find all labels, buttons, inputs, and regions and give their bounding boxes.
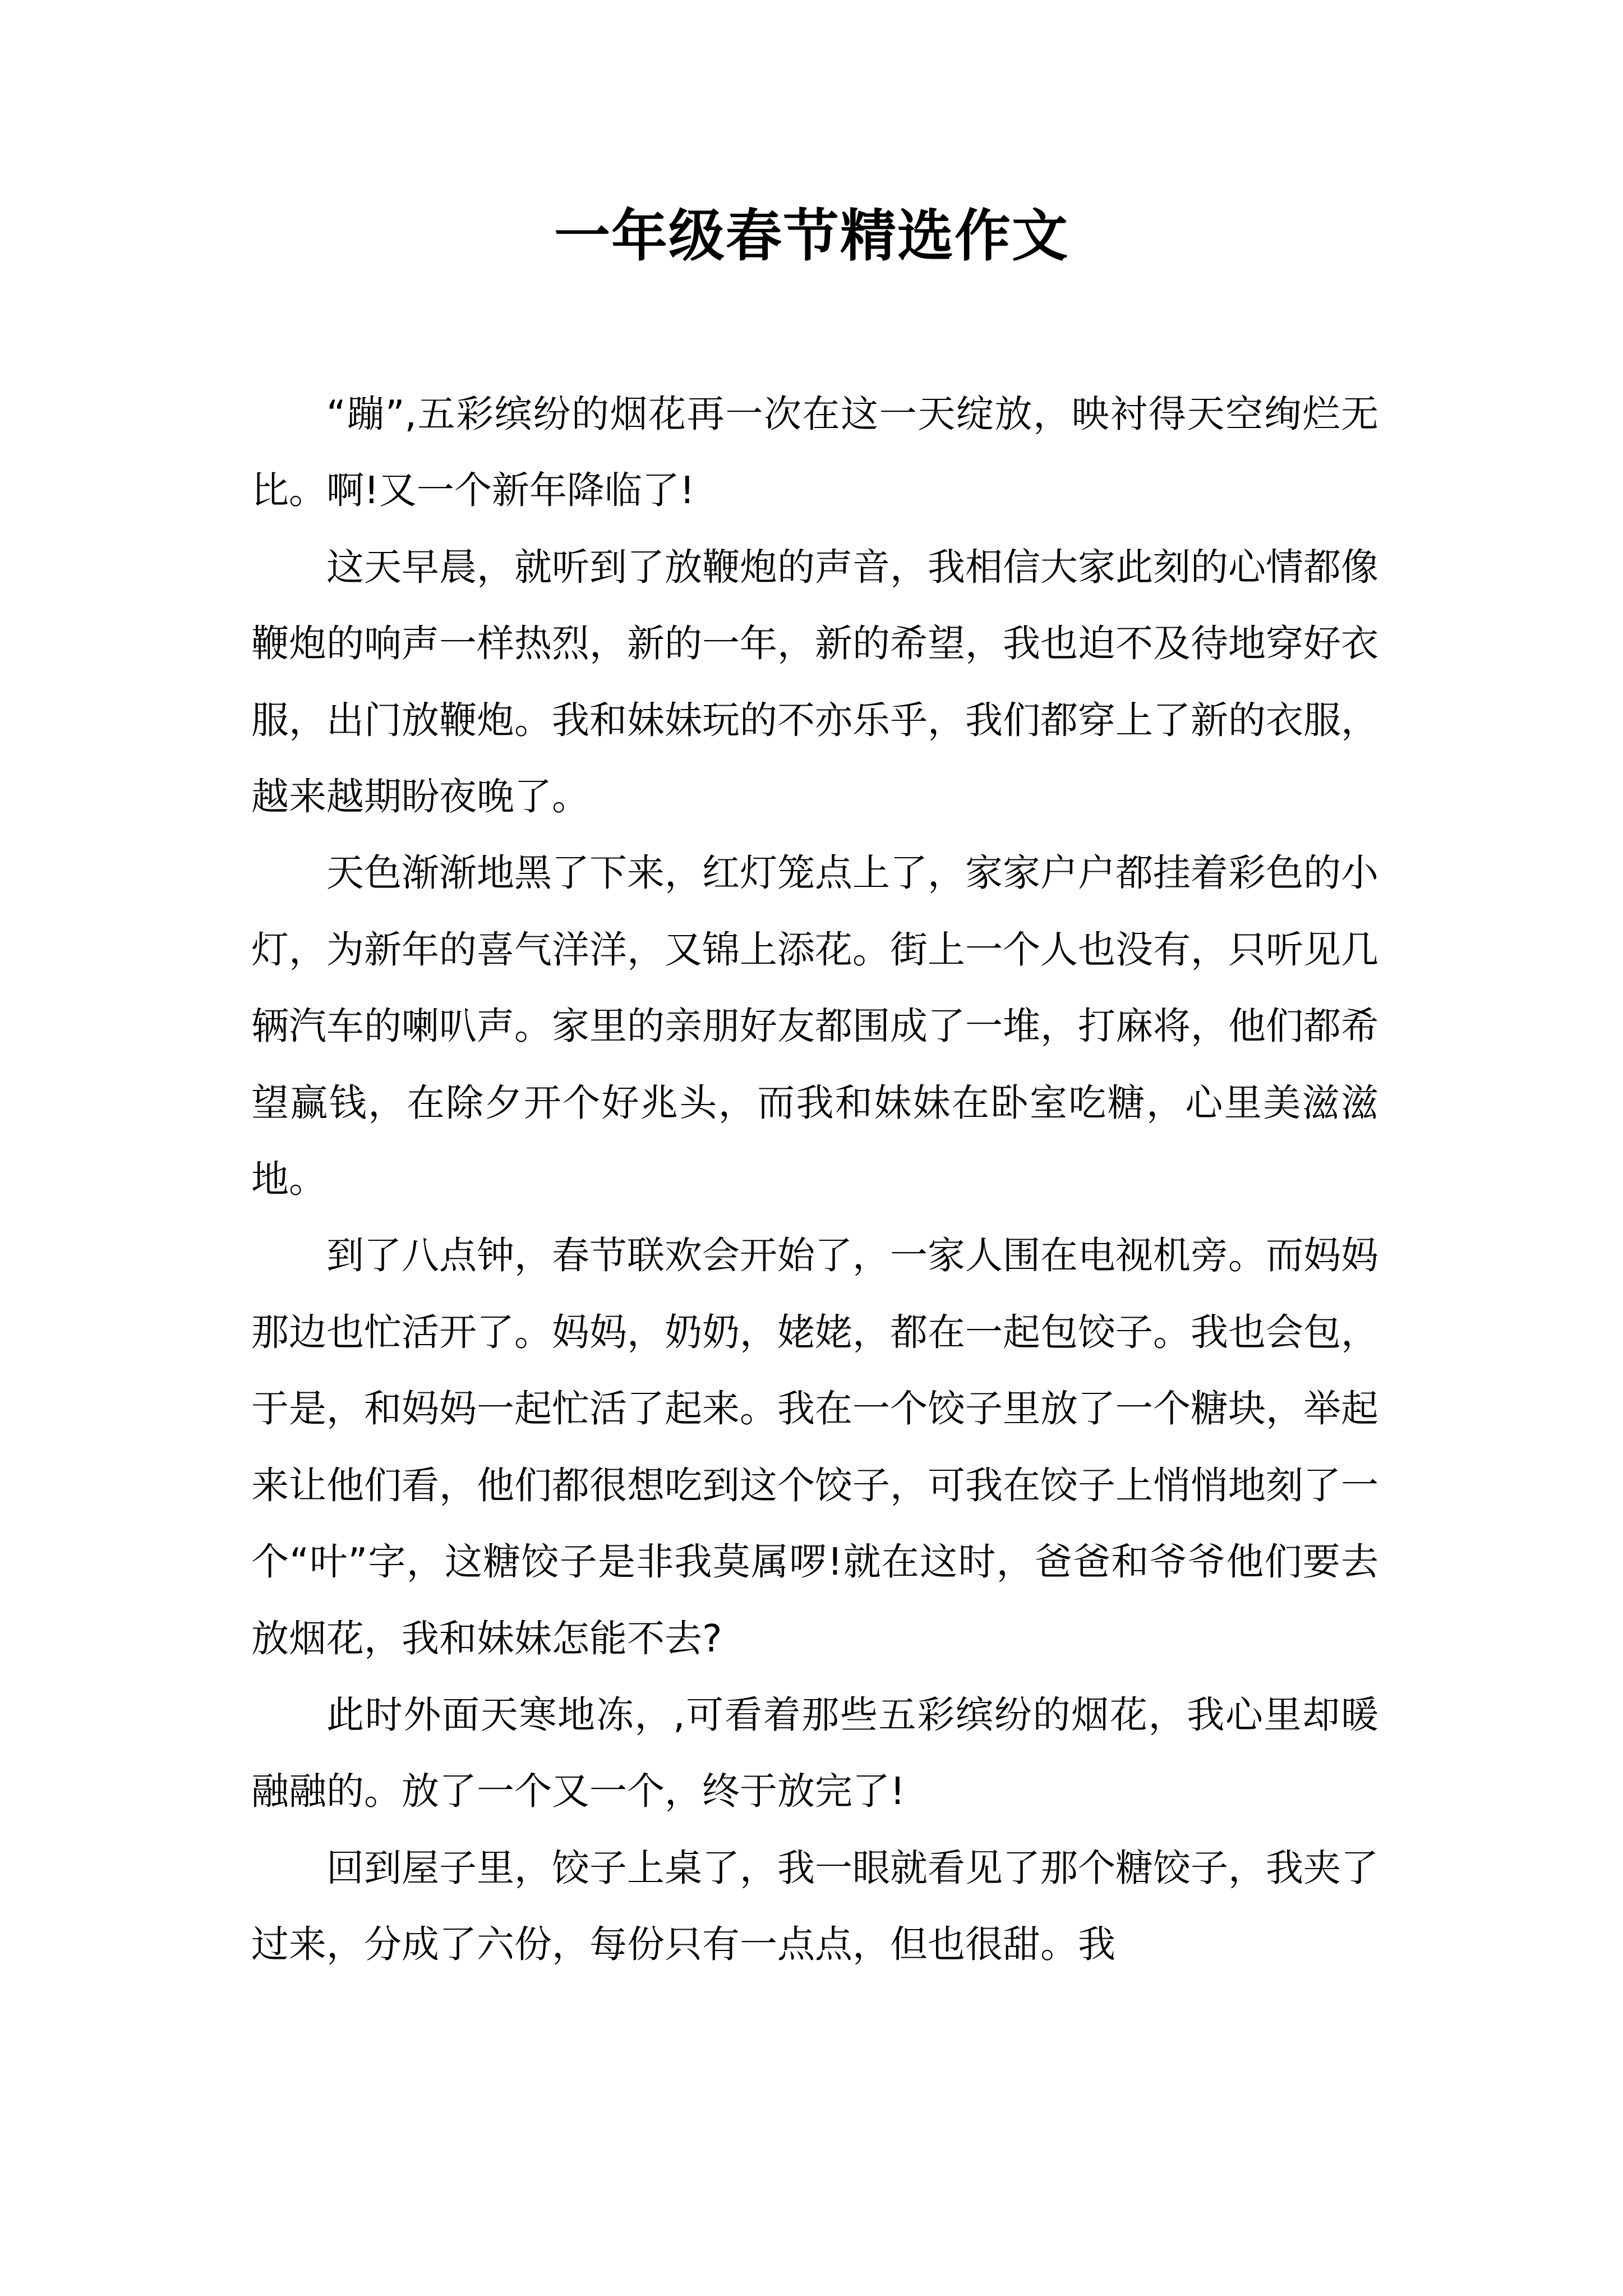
paragraph: 这天早晨，就听到了放鞭炮的声音，我相信大家此刻的心情都像鞭炮的响声一样热烈，新的一年，新的希望，我也迫不及待地穿好衣服，出门放鞭炮。我和妹妹玩的不亦乐乎，我们都穿上了新的衣服，越来越期盼夜晚了。 bbox=[251, 545, 1378, 819]
paragraph: “蹦”,五彩缤纷的烟花再一次在这一天绽放，映衬得天空绚烂无比。啊!又一个新年降临了! bbox=[251, 392, 1378, 513]
paragraph: 此时外面天寒地冻，,可看着那些五彩缤纷的烟花，我心里却暖融融的。放了一个又一个，终于放完了! bbox=[251, 1692, 1378, 1814]
paragraph: 回到屋子里，饺子上桌了，我一眼就看见了那个糖饺子，我夹了过来，分成了六份，每份只有一点点，但也很甜。我 bbox=[251, 1846, 1378, 1967]
paragraph: 天色渐渐地黑了下来，红灯笼点上了，家家户户都挂着彩色的小灯，为新年的喜气洋洋，又锦上添花。街上一个人也没有，只听见几辆汽车的喇叭声。家里的亲朋好友都围成了一堆，打麻将，他们都希望赢钱，在除夕开个好兆头，而我和妹妹在卧室吃糖，心里美滋滋地。 bbox=[251, 851, 1378, 1202]
paragraph: 到了八点钟，春节联欢会开始了，一家人围在电视机旁。而妈妈那边也忙活开了。妈妈，奶奶，姥姥，都在一起包饺子。我也会包，于是，和妈妈一起忙活了起来。我在一个饺子里放了一个糖块，举起来让他们看，他们都很想吃到这个饺子，可我在饺子上悄悄地刻了一个“叶”字，这糖饺子是非我莫属啰!就在这时，爸爸和爷爷他们要去放烟花，我和妹妹怎能不去? bbox=[251, 1234, 1378, 1660]
document-title: 一年级春节精选作文 bbox=[554, 203, 1069, 269]
document-body bbox=[251, 376, 1378, 1983]
